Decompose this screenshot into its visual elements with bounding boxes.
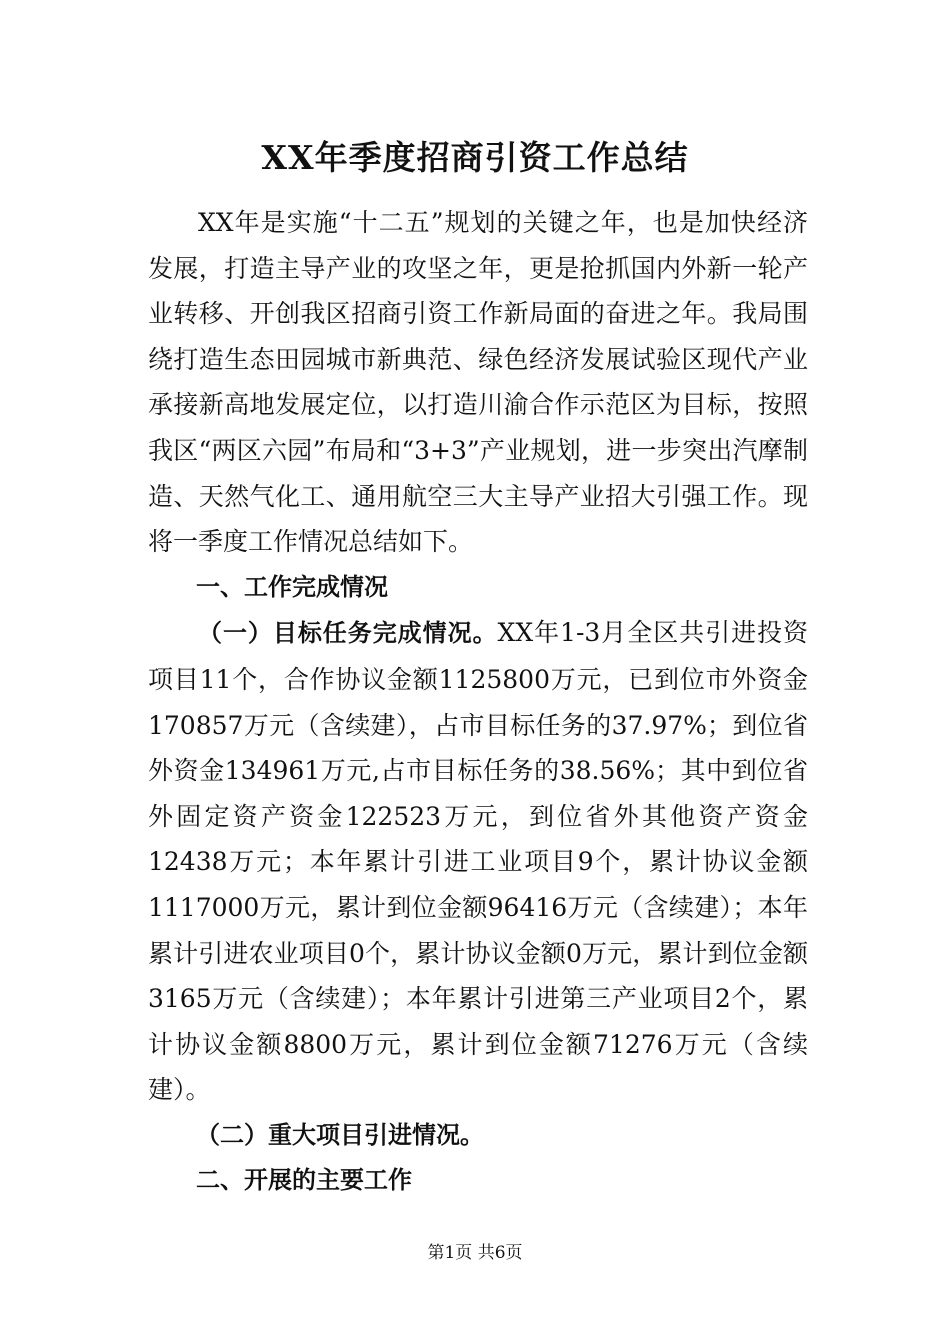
document-title: XX年季度招商引资工作总结 xyxy=(261,138,689,177)
target-completion-text: XX年1-3月全区共引进投资项目11个，合作协议金额1125800万元，已到位市外资金170857万元（含续建），占市目标任务的37.97%；到位省外资金134961万元,占市目标任务的38.56%；其中到位省外固定资产资金122523万元，到位省外其他资产资金12438万元；本年累计引进工业项目9个，累计协议金额1117000万元，累计到位金额96416万元（含续建）；本年累计引进农业项目0个，累计协议金额0万元，累计到位金额3165万元（含续建）；本年累计引进第三产业项目2个，累计协议金额8800万元，累计到位金额71276万元（含续建）。 xyxy=(148,618,808,1105)
page-footer: 第1页 共6页 xyxy=(427,1243,523,1263)
section-heading-main-work: 二、开展的主要工作 xyxy=(196,1166,412,1195)
document-body xyxy=(148,200,808,1204)
subsection-lead-target-completion: （一）目标任务完成情况。 xyxy=(198,619,498,648)
section-heading-work-completion: 一、工作完成情况 xyxy=(196,572,388,601)
intro-paragraph: XX年是实施“十二五”规划的关键之年，也是加快经济发展，打造主导产业的攻坚之年，更是抢抓国内外新一轮产业转移、开创我区招商引资工作新局面的奋进之年。我局围绕打造生态田园城市新典范、绿色经济发展试验区现代产业承接新高地发展定位，以打造川渝合作示范区为目标，按照我区“两区六园”布局和“3+3”产业规划，进一步突出汽摩制造、天然气化工、通用航空三大主导产业招大引强工作。现将一季度工作情况总结如下。 xyxy=(148,208,808,557)
target-completion-paragraph xyxy=(148,610,808,1113)
subsection-heading-major-projects: （二）重大项目引进情况。 xyxy=(196,1120,484,1149)
